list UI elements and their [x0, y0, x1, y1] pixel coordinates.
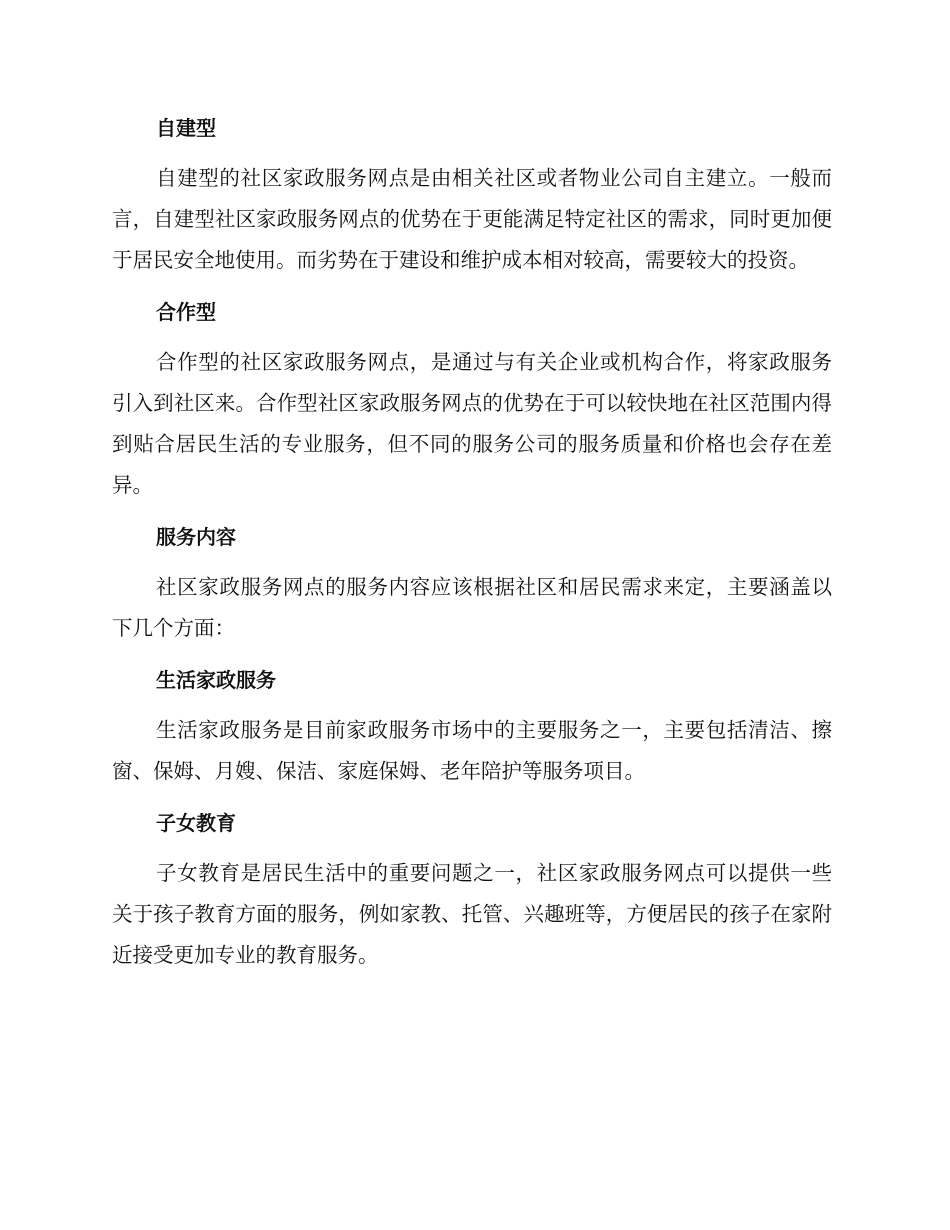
section-paragraph-household-services: 生活家政服务是目前家政服务市场中的主要服务之一，主要包括清洁、擦窗、保姆、月嫂、保洁、家庭保姆、老年陪护等服务项目。: [112, 718, 832, 783]
section-paragraph-service-content: 社区家政服务网点的服务内容应该根据社区和居民需求来定，主要涵盖以下几个方面：: [112, 575, 832, 640]
section-paragraph-self-built: 自建型的社区家政服务网点是由相关社区或者物业公司自主建立。一般而言，自建型社区家政服务网点的优势在于更能满足特定社区的需求，同时更加便于居民安全地使用。而劣势在于建设和维护成本相对较高，需要较大的投资。: [112, 166, 832, 272]
section-heading-cooperative: 合作型: [156, 300, 216, 324]
section-heading-child-education: 子女教育: [156, 811, 236, 835]
section-heading-self-built: 自建型: [156, 116, 216, 140]
section-heading-household-services: 生活家政服务: [156, 668, 276, 692]
section-heading-service-content: 服务内容: [156, 525, 236, 549]
document-page: [112, 108, 832, 987]
section-paragraph-child-education: 子女教育是居民生活中的重要问题之一，社区家政服务网点可以提供一些关于孩子教育方面的服务，例如家教、托管、兴趣班等，方便居民的孩子在家附近接受更加专业的教育服务。: [112, 861, 832, 967]
section-paragraph-cooperative: 合作型的社区家政服务网点，是通过与有关企业或机构合作，将家政服务引入到社区来。合作型社区家政服务网点的优势在于可以较快地在社区范围内得到贴合居民生活的专业服务，但不同的服务公司的服务质量和价格也会存在差异。: [112, 350, 832, 497]
